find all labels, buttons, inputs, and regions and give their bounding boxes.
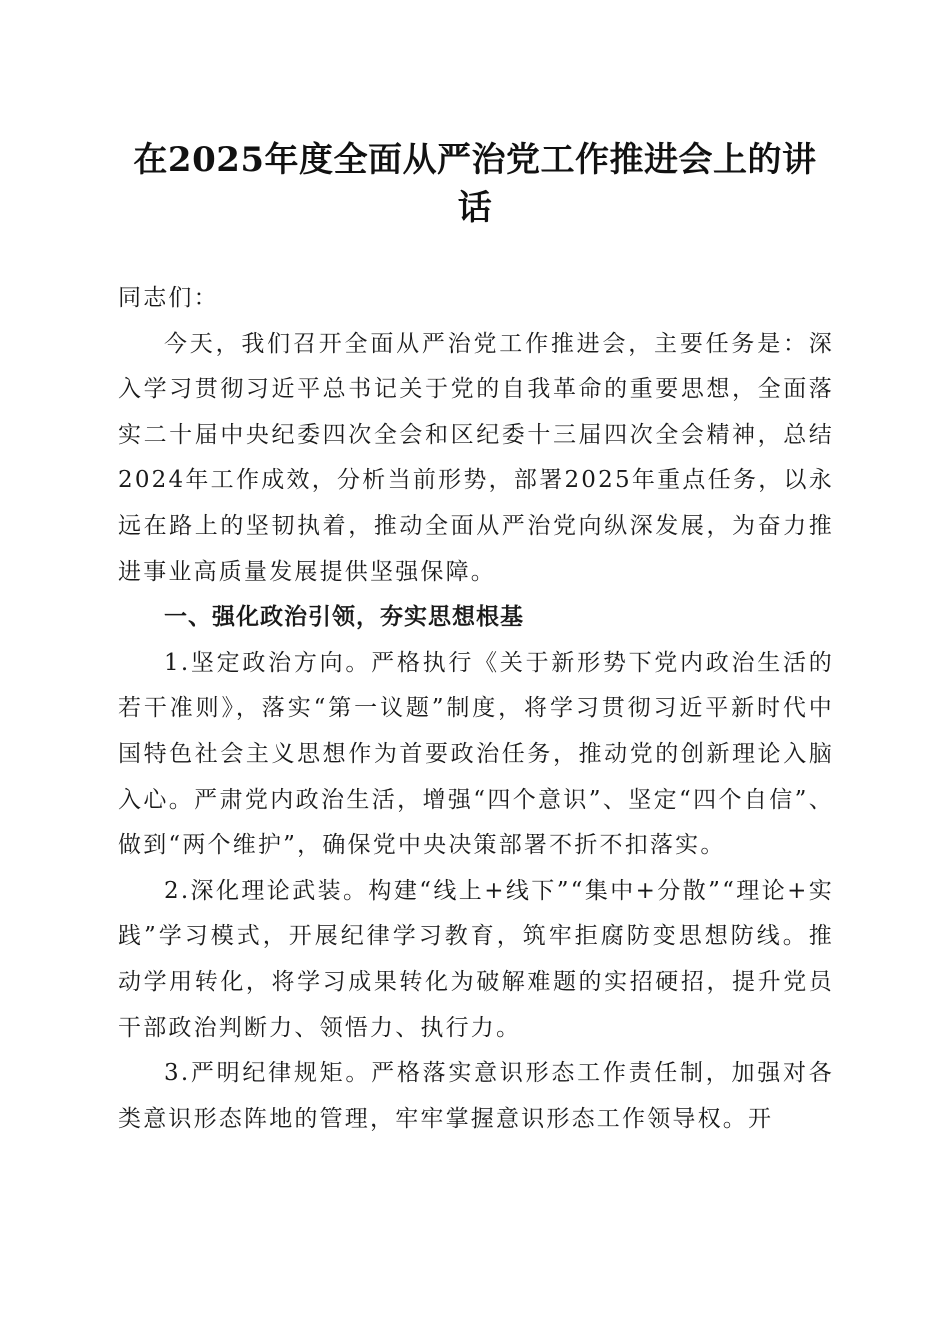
document-body <box>118 276 834 1142</box>
section-heading: 一、强化政治引领，夯实思想根基 <box>164 604 524 631</box>
item-paragraph-1: 1.坚定政治方向。严格执行《关于新形势下党内政治生活的若干准则》，落实“第一议题”制度，将学习贯彻习近平新时代中国特色社会主义思想作为首要政治任务，推动党的创新理论入脑入心。严肃党内政治生活，增强“四个意识”、坚定“四个自信”、做到“两个维护”，确保党中央决策部署不折不扣落实。 <box>118 649 834 859</box>
intro-paragraph: 今天，我们召开全面从严治党工作推进会，主要任务是：深入学习贯彻习近平总书记关于党的自我革命的重要思想，全面落实二十届中央纪委四次全会和区纪委十三届四次全会精神，总结2024年工作成效，分析当前形势，部署2025年重点任务，以永远在路上的坚韧执着，推动全面从严治党向纵深发展，为奋力推进事业高质量发展提供坚强保障。 <box>118 330 834 585</box>
salutation: 同志们： <box>118 285 219 311</box>
item-paragraph-2: 2.深化理论武装。构建“线上+线下”“集中+分散”“理论+实践”学习模式，开展纪律学习教育，筑牢拒腐防变思想防线。推动学用转化，将学习成果转化为破解难题的实招硬招，提升党员干部政治判断力、领悟力、执行力。 <box>118 877 834 1041</box>
item-paragraph-3: 3.严明纪律规矩。严格落实意识形态工作责任制，加强对各类意识形态阵地的管理，牢牢掌握意识形态工作领导权。开 <box>118 1060 834 1132</box>
document-title: 在2025年度全面从严治党工作推进会上的讲话 <box>133 140 817 228</box>
